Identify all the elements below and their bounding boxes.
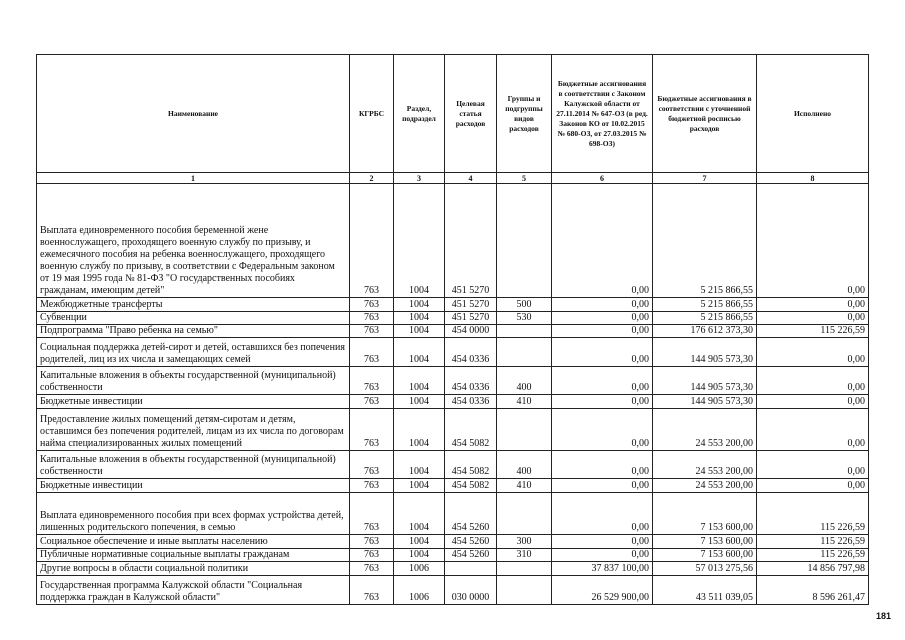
- row-section: 1004: [394, 535, 445, 549]
- row-assign-law: 26 529 900,00: [552, 576, 653, 605]
- row-assign-law: 0,00: [552, 493, 653, 535]
- row-assign-updated: 7 153 600,00: [653, 549, 757, 562]
- page-number: 181: [876, 611, 892, 621]
- row-section: 1004: [394, 395, 445, 409]
- row-name: Капитальные вложения в объекты государственной (муниципальной) собственности: [37, 451, 350, 479]
- table-row: [37, 549, 869, 562]
- row-executed: 0,00: [757, 451, 869, 479]
- row-kgrbs: 763: [350, 549, 394, 562]
- row-section: 1004: [394, 325, 445, 338]
- column-number: 8: [757, 173, 869, 184]
- row-section: 1004: [394, 451, 445, 479]
- row-executed: 0,00: [757, 338, 869, 367]
- row-group: 410: [497, 479, 552, 493]
- row-section: 1004: [394, 338, 445, 367]
- row-executed: 115 226,59: [757, 549, 869, 562]
- row-group: 400: [497, 367, 552, 395]
- row-target: 451 5270: [445, 184, 497, 298]
- column-number: 7: [653, 173, 757, 184]
- row-assign-updated: 144 905 573,30: [653, 395, 757, 409]
- row-name: Государственная программа Калужской области "Социальная поддержка граждан в Калужской области": [37, 576, 350, 605]
- row-assign-law: 0,00: [552, 479, 653, 493]
- row-kgrbs: 763: [350, 576, 394, 605]
- row-assign-updated: 176 612 373,30: [653, 325, 757, 338]
- row-section: 1004: [394, 493, 445, 535]
- row-name: Бюджетные инвестиции: [37, 479, 350, 493]
- row-assign-updated: 5 215 866,55: [653, 298, 757, 312]
- row-target: 454 5082: [445, 409, 497, 451]
- row-group: 400: [497, 451, 552, 479]
- row-name: Выплата единовременного пособия беременной жене военнослужащего, проходящего военную службу по призыву, и ежемесячного пособия на ребенка военнослужащего, проходящего военную службу по призыву, в соответствии с Федеральным законом от 19 мая 1995 года № 81-ФЗ "О государственных пособиях гражданам, имеющим детей": [37, 184, 350, 298]
- table-row: [37, 312, 869, 325]
- table-row: [37, 367, 869, 395]
- row-assign-law: 37 837 100,00: [552, 562, 653, 576]
- row-name: Предоставление жилых помещений детям-сиротам и детям, оставшимся без попечения родителей, лицам из их числа по договорам найма специализированных жилых помещений: [37, 409, 350, 451]
- table-row: [37, 562, 869, 576]
- row-assign-updated: 57 013 275,56: [653, 562, 757, 576]
- table-row: [37, 184, 869, 298]
- row-assign-updated: 5 215 866,55: [653, 312, 757, 325]
- row-group: [497, 493, 552, 535]
- row-target: 454 5082: [445, 479, 497, 493]
- row-section: 1004: [394, 312, 445, 325]
- row-name: Подпрограмма "Право ребенка на семью": [37, 325, 350, 338]
- table-header: [37, 55, 869, 184]
- row-target: 451 5270: [445, 298, 497, 312]
- row-executed: 0,00: [757, 184, 869, 298]
- row-kgrbs: 763: [350, 493, 394, 535]
- row-kgrbs: 763: [350, 298, 394, 312]
- table-row: [37, 479, 869, 493]
- row-name: Выплата единовременного пособия при всех формах устройства детей, лишенных родительского попечения, в семью: [37, 493, 350, 535]
- row-target: 454 5260: [445, 493, 497, 535]
- row-group: 530: [497, 312, 552, 325]
- row-assign-law: 0,00: [552, 338, 653, 367]
- row-assign-updated: 24 553 200,00: [653, 451, 757, 479]
- row-section: 1004: [394, 479, 445, 493]
- row-kgrbs: 763: [350, 451, 394, 479]
- header-section: Раздел, подраздел: [394, 55, 445, 173]
- header-target: Целевая статья расходов: [445, 55, 497, 173]
- row-assign-law: 0,00: [552, 549, 653, 562]
- row-kgrbs: 763: [350, 184, 394, 298]
- row-kgrbs: 763: [350, 562, 394, 576]
- column-number: 4: [445, 173, 497, 184]
- row-executed: 115 226,59: [757, 493, 869, 535]
- row-assign-law: 0,00: [552, 535, 653, 549]
- row-target: 454 5260: [445, 535, 497, 549]
- row-executed: 0,00: [757, 298, 869, 312]
- column-number-row: [37, 173, 869, 184]
- row-name: Другие вопросы в области социальной политики: [37, 562, 350, 576]
- row-executed: 0,00: [757, 395, 869, 409]
- row-assign-updated: 5 215 866,55: [653, 184, 757, 298]
- table-row: [37, 535, 869, 549]
- row-kgrbs: 763: [350, 367, 394, 395]
- row-group: 310: [497, 549, 552, 562]
- row-target: 454 0000: [445, 325, 497, 338]
- header-assign-updated: Бюджетные ассигнования в соответствии с уточненной бюджетной росписью расходов: [653, 55, 757, 173]
- table-row: [37, 576, 869, 605]
- row-name: Публичные нормативные социальные выплаты гражданам: [37, 549, 350, 562]
- table-row: [37, 395, 869, 409]
- table-row: [37, 298, 869, 312]
- row-assign-law: 0,00: [552, 298, 653, 312]
- column-number: 6: [552, 173, 653, 184]
- row-group: 500: [497, 298, 552, 312]
- header-assign-law: Бюджетные ассигнования в соответствии с Законом Калужской области от 27.11.2014 № 647-ОЗ (в ред. Законов КО от 10.02.2015 № 680-ОЗ, от 27.03.2015 № 698-ОЗ): [552, 55, 653, 173]
- row-kgrbs: 763: [350, 325, 394, 338]
- row-kgrbs: 763: [350, 395, 394, 409]
- row-name: Социальное обеспечение и иные выплаты населению: [37, 535, 350, 549]
- table-row: [37, 493, 869, 535]
- row-target: 454 0336: [445, 395, 497, 409]
- row-target: 454 0336: [445, 338, 497, 367]
- row-group: [497, 562, 552, 576]
- row-section: 1006: [394, 562, 445, 576]
- row-assign-law: 0,00: [552, 367, 653, 395]
- row-name: Субвенции: [37, 312, 350, 325]
- row-section: 1004: [394, 549, 445, 562]
- row-section: 1006: [394, 576, 445, 605]
- row-executed: 0,00: [757, 479, 869, 493]
- row-group: [497, 409, 552, 451]
- row-group: 410: [497, 395, 552, 409]
- header-kgrbs: КГРБС: [350, 55, 394, 173]
- row-kgrbs: 763: [350, 409, 394, 451]
- row-target: 454 0336: [445, 367, 497, 395]
- row-group: [497, 184, 552, 298]
- row-target: 454 5260: [445, 549, 497, 562]
- table-row: [37, 451, 869, 479]
- row-assign-updated: 43 511 039,05: [653, 576, 757, 605]
- row-target: 451 5270: [445, 312, 497, 325]
- header-groups: Группы и подгруппы видов расходов: [497, 55, 552, 173]
- column-number: 3: [394, 173, 445, 184]
- row-name: Капитальные вложения в объекты государственной (муниципальной) собственности: [37, 367, 350, 395]
- column-number: 1: [37, 173, 350, 184]
- row-assign-updated: 7 153 600,00: [653, 493, 757, 535]
- row-assign-updated: 144 905 573,30: [653, 338, 757, 367]
- budget-table: [36, 54, 869, 605]
- row-group: [497, 325, 552, 338]
- row-executed: 14 856 797,98: [757, 562, 869, 576]
- row-kgrbs: 763: [350, 535, 394, 549]
- row-assign-updated: 7 153 600,00: [653, 535, 757, 549]
- row-executed: 8 596 261,47: [757, 576, 869, 605]
- row-group: [497, 576, 552, 605]
- row-target: [445, 562, 497, 576]
- row-executed: 0,00: [757, 367, 869, 395]
- table-row: [37, 338, 869, 367]
- row-assign-law: 0,00: [552, 184, 653, 298]
- row-name: Межбюджетные трансферты: [37, 298, 350, 312]
- row-section: 1004: [394, 298, 445, 312]
- row-target: 454 5082: [445, 451, 497, 479]
- row-assign-law: 0,00: [552, 395, 653, 409]
- row-assign-law: 0,00: [552, 451, 653, 479]
- column-number: 5: [497, 173, 552, 184]
- row-section: 1004: [394, 184, 445, 298]
- row-kgrbs: 763: [350, 479, 394, 493]
- column-number: 2: [350, 173, 394, 184]
- table-row: [37, 409, 869, 451]
- row-name: Социальная поддержка детей-сирот и детей, оставшихся без попечения родителей, лиц из их числа и замещающих семей: [37, 338, 350, 367]
- header-name: Наименование: [37, 55, 350, 173]
- table-row: [37, 325, 869, 338]
- row-group: [497, 338, 552, 367]
- row-section: 1004: [394, 367, 445, 395]
- header-executed: Исполнено: [757, 55, 869, 173]
- row-section: 1004: [394, 409, 445, 451]
- row-assign-updated: 24 553 200,00: [653, 409, 757, 451]
- row-assign-law: 0,00: [552, 409, 653, 451]
- row-kgrbs: 763: [350, 312, 394, 325]
- row-executed: 115 226,59: [757, 325, 869, 338]
- row-group: 300: [497, 535, 552, 549]
- row-name: Бюджетные инвестиции: [37, 395, 350, 409]
- table-body: [37, 184, 869, 605]
- row-executed: 115 226,59: [757, 535, 869, 549]
- row-assign-updated: 144 905 573,30: [653, 367, 757, 395]
- row-assign-updated: 24 553 200,00: [653, 479, 757, 493]
- row-executed: 0,00: [757, 409, 869, 451]
- row-assign-law: 0,00: [552, 312, 653, 325]
- row-assign-law: 0,00: [552, 325, 653, 338]
- row-executed: 0,00: [757, 312, 869, 325]
- row-target: 030 0000: [445, 576, 497, 605]
- row-kgrbs: 763: [350, 338, 394, 367]
